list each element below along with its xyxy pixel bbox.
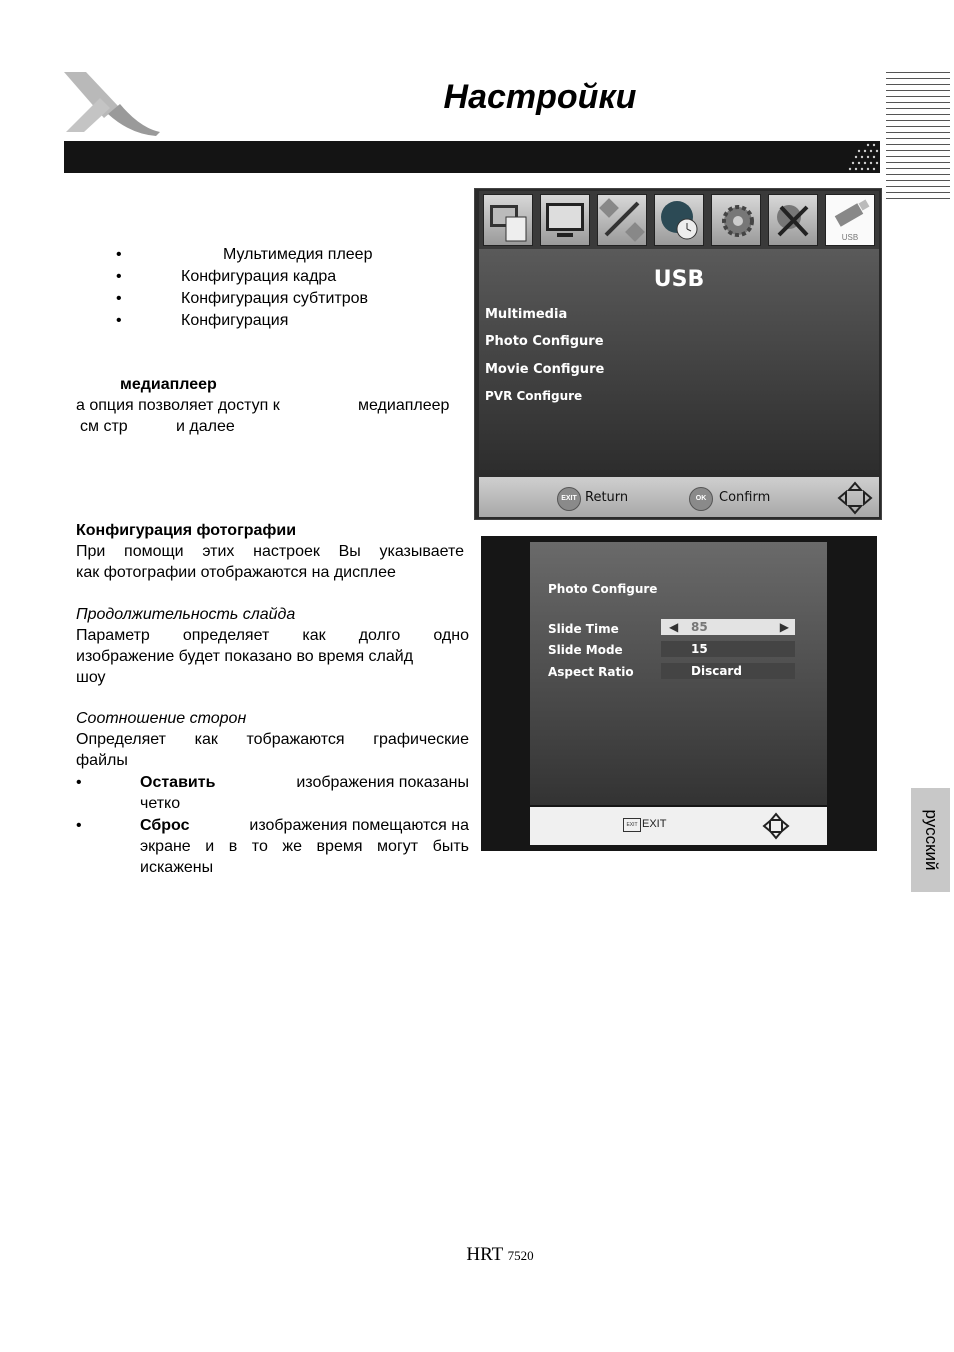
aspect-ratio-value[interactable]: Discard (661, 663, 795, 679)
term-reset: Сброс (140, 817, 190, 834)
paragraph-line: искажены (140, 859, 214, 876)
navigation-arrows-icon (762, 812, 790, 840)
subsection-heading: Соотношение сторон (76, 710, 247, 727)
panel-heading: Photo Configure (548, 582, 658, 596)
photo-configure-footer (530, 807, 827, 845)
corner-stripes (886, 72, 950, 200)
exit-label: EXIT (642, 818, 667, 830)
confirm-label: Confirm (719, 490, 771, 505)
section-heading: Конфигурация фотографии (76, 522, 297, 539)
menu-icon-row (479, 191, 879, 249)
slide-time-value[interactable]: ◀ 85 ▶ (661, 619, 795, 635)
photo-configure-panel (530, 542, 827, 805)
tv-icon[interactable] (540, 194, 590, 246)
footer-model: HRT (466, 1244, 503, 1265)
exit-key-icon: EXIT (623, 818, 641, 832)
paragraph-line: медиаплеер (358, 397, 450, 414)
bullet-dot: • (76, 774, 82, 791)
exit-key-icon: EXIT (557, 487, 581, 511)
paragraph-line: Параметр определяет как долго одно (76, 627, 469, 644)
arrow-left-icon[interactable]: ◀ (669, 620, 679, 634)
page-footer (0, 1244, 954, 1266)
menu-item-pvr-configure[interactable]: PVR Configure (485, 389, 583, 403)
paragraph-line: и далее (176, 418, 235, 435)
term-keep: Оставить (140, 774, 216, 791)
menu-item-movie-configure[interactable]: Movie Configure (485, 362, 605, 377)
menu-item-multimedia[interactable]: Multimedia (485, 307, 568, 322)
paragraph-line: экране и в то же время могут быть (140, 838, 469, 855)
usb-menu-screenshot (474, 188, 882, 520)
tools-icon[interactable] (768, 194, 818, 246)
paragraph-line: При помощи этих настроек Вы указываете (76, 543, 464, 560)
header-dots-pattern (842, 141, 882, 173)
header-bar (64, 141, 880, 173)
subsection-heading: Продолжительность слайда (76, 606, 296, 623)
paragraph-line: Определяет как тображаются графические (76, 731, 469, 748)
paragraph-line: как фотографии отображаются на дисплее (76, 564, 396, 581)
paragraph-line: см стр (80, 418, 128, 435)
usb-menu-footer (479, 477, 879, 517)
ok-key-icon: OK (689, 487, 713, 511)
paragraph-line: изображение будет показано во время слайд (76, 648, 414, 665)
bullet-dot: • (76, 817, 82, 834)
globe-clock-icon[interactable] (654, 194, 704, 246)
satellite-icon[interactable] (597, 194, 647, 246)
tab-label: USB (841, 233, 859, 242)
section-heading: медиаплеер (120, 376, 217, 393)
photo-configure-screenshot (481, 536, 877, 851)
arrow-right-icon[interactable]: ▶ (779, 620, 789, 634)
paragraph-line: шоу (76, 669, 106, 686)
aspect-ratio-label: Aspect Ratio (548, 665, 634, 679)
navigation-arrows-icon (837, 481, 873, 515)
paragraph-line: изображения помещаются на (249, 817, 469, 834)
paragraph-line: а опция позволяет доступ к (76, 397, 280, 414)
menu-heading: USB (653, 267, 705, 292)
usb-menu-panel (479, 249, 879, 477)
slide-mode-value[interactable]: 15 (661, 641, 795, 657)
paragraph-line: изображения показаны (296, 774, 469, 791)
return-label: Return (585, 490, 629, 505)
paragraph-line: четко (140, 795, 181, 812)
paragraph-line: файлы (76, 752, 128, 769)
usb-icon[interactable] (825, 194, 875, 246)
slide-time-label: Slide Time (548, 622, 619, 636)
slide-mode-label: Slide Mode (548, 643, 623, 657)
language-side-tab: русский (911, 788, 950, 892)
page-title: Настройки (443, 78, 637, 116)
footer-model-number: 7520 (507, 1248, 534, 1263)
gear-icon[interactable] (711, 194, 761, 246)
menu-item-photo-configure[interactable]: Photo Configure (485, 334, 604, 349)
monitor-icon[interactable] (483, 194, 533, 246)
